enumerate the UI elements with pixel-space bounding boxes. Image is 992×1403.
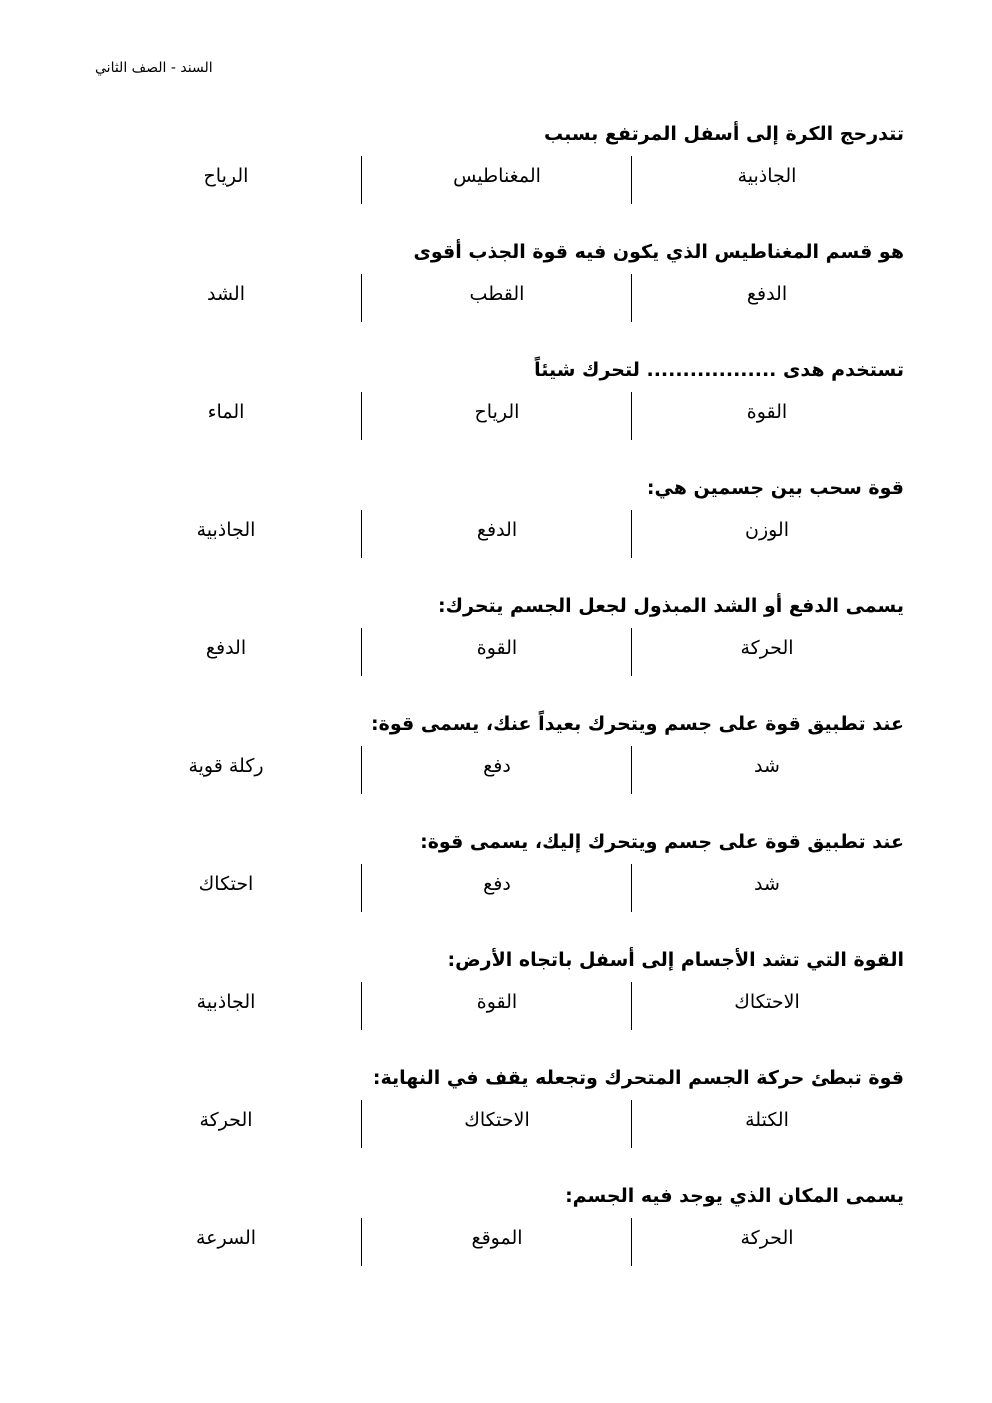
option-divider: [631, 746, 632, 794]
answer-options: [0, 274, 992, 322]
answer-options: [0, 1218, 992, 1266]
answer-option[interactable]: الاحتكاك: [464, 1109, 530, 1131]
answer-option[interactable]: الموقع: [471, 1227, 523, 1249]
answer-option[interactable]: الرياح: [203, 165, 249, 187]
option-divider: [631, 510, 632, 558]
question-item: [0, 354, 992, 472]
page-header: السند - الصف الثاني: [95, 60, 213, 76]
answer-option[interactable]: القطب: [469, 283, 525, 305]
answer-option[interactable]: الحركة: [740, 1227, 794, 1249]
answer-option[interactable]: القوة: [746, 401, 788, 423]
question-text: تستخدم هدى .................. لتحرك شيئاً: [534, 359, 904, 381]
answer-option[interactable]: الدفع: [205, 637, 247, 659]
question-text: قوة سحب بين جسمين هي:: [646, 477, 904, 499]
answer-options: [0, 1100, 992, 1148]
answer-option[interactable]: الجاذبية: [737, 165, 797, 187]
question-text: القوة التي تشد الأجسام إلى أسفل باتجاه الأرض:: [447, 949, 904, 971]
answer-option[interactable]: الكتلة: [745, 1109, 789, 1131]
question-text: قوة تبطئ حركة الجسم المتحرك وتجعله يقف في النهاية:: [372, 1067, 904, 1089]
question-item: [0, 118, 992, 236]
answer-option[interactable]: الاحتكاك: [734, 991, 800, 1013]
answer-options: [0, 392, 992, 440]
answer-options: [0, 510, 992, 558]
question-item: [0, 236, 992, 354]
option-divider: [631, 274, 632, 322]
question-item: [0, 472, 992, 590]
question-item: [0, 708, 992, 826]
option-divider: [631, 628, 632, 676]
answer-option[interactable]: القوة: [476, 991, 518, 1013]
answer-options: [0, 982, 992, 1030]
answer-options: [0, 628, 992, 676]
answer-option[interactable]: القوة: [476, 637, 518, 659]
question-item: [0, 826, 992, 944]
answer-option[interactable]: دفع: [483, 755, 511, 777]
option-divider: [631, 864, 632, 912]
answer-option[interactable]: الشد: [207, 283, 245, 305]
option-divider: [631, 982, 632, 1030]
answer-option[interactable]: الدفع: [476, 519, 518, 541]
answer-option[interactable]: شد: [754, 873, 780, 895]
question-item: [0, 590, 992, 708]
answer-options: [0, 156, 992, 204]
answer-option[interactable]: الحركة: [740, 637, 794, 659]
answer-option[interactable]: الوزن: [744, 519, 789, 541]
answer-option[interactable]: الماء: [207, 401, 245, 423]
question-text: عند تطبيق قوة على جسم ويتحرك بعيداً عنك، يسمى قوة:: [371, 713, 904, 735]
answer-options: [0, 864, 992, 912]
answer-option[interactable]: الدفع: [746, 283, 788, 305]
answer-option[interactable]: الجاذبية: [196, 991, 256, 1013]
option-divider: [631, 1218, 632, 1266]
answer-option[interactable]: الرياح: [474, 401, 520, 423]
option-divider: [631, 1100, 632, 1148]
option-divider: [631, 156, 632, 204]
question-text: تتدرحج الكرة إلى أسفل المرتفع بسبب: [543, 123, 904, 145]
question-list: [0, 118, 992, 1298]
question-item: [0, 1180, 992, 1298]
answer-option[interactable]: شد: [754, 755, 780, 777]
question-item: [0, 1062, 992, 1180]
answer-option[interactable]: المغناطيس: [453, 165, 541, 187]
option-divider: [631, 392, 632, 440]
question-text: عند تطبيق قوة على جسم ويتحرك إليك، يسمى قوة:: [420, 831, 904, 853]
question-text: يسمى الدفع أو الشد المبذول لجعل الجسم يتحرك:: [438, 595, 904, 617]
answer-option[interactable]: السرعة: [195, 1227, 257, 1249]
answer-option[interactable]: الحركة: [199, 1109, 253, 1131]
answer-option[interactable]: الجاذبية: [196, 519, 256, 541]
question-text: هو قسم المغناطيس الذي يكون فيه قوة الجذب أقوى: [413, 241, 904, 263]
answer-option[interactable]: احتكاك: [198, 873, 254, 895]
question-item: [0, 944, 992, 1062]
answer-option[interactable]: دفع: [483, 873, 511, 895]
answer-options: [0, 746, 992, 794]
question-text: يسمى المكان الذي يوجد فيه الجسم:: [565, 1185, 904, 1207]
answer-option[interactable]: ركلة قوية: [188, 755, 264, 777]
